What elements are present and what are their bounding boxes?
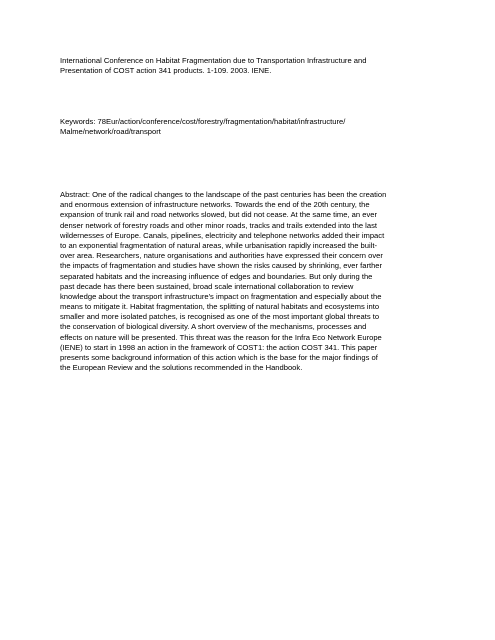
abstract-line: the conservation of biological diversity. A short overview of the mechanisms, processes and: [60, 322, 367, 332]
abstract-line: and enormous extension of infrastructure networks. Towards the end of the 20th century, the: [60, 200, 370, 210]
reference-line: International Conference on Habitat Fragmentation due to Transportation Infrastructure and: [60, 56, 367, 65]
abstract-line: knowledge about the transport infrastructure's impact on fragmentation and especially about the: [60, 291, 382, 301]
reference-line: Presentation of COST action 341 products. 1-109. 2003. IENE.: [60, 66, 272, 76]
abstract-line: (IENE) to start in 1998 an action in the framework of COST1: the action COST 341. This paper: [60, 342, 378, 352]
abstract-line: smaller and more isolated patches, is recognised as one of the most important global threats to: [60, 312, 380, 322]
abstract-line: Abstract: One of the radical changes to the landscape of the past centuries has been the creation: [60, 190, 387, 199]
abstract-line: past decade has there been sustained, broad scale international collaboration to review: [60, 281, 354, 291]
abstract-line: effects on nature will be presented. This threat was the reason for the Infra Eco Network Europe: [60, 332, 382, 342]
keywords-line: Malme/network/road/transport: [60, 127, 161, 137]
abstract-line: expansion of trunk rail and road networks slowed, but did not cease. At the same time, an ever: [60, 210, 378, 220]
keywords-line: Keywords: 78Eur/action/conference/cost/forestry/fragmentation/habitat/infrastructure/: [60, 117, 346, 126]
abstract-line: presents some background information of this action which is the base for the major findings of: [60, 353, 378, 362]
abstract-line: denser network of forestry roads and other minor roads, tracks and trails extended into the last: [60, 220, 377, 230]
abstract-line: over area. Researchers, nature organisations and authorities have expressed their concern over: [60, 251, 383, 261]
keywords-text: [60, 117, 440, 137]
abstract-line: the European Review and the solutions recommended in the Handbook.: [60, 363, 303, 373]
abstract-line: means to mitigate it. Habitat fragmentation, the splitting of natural habitats and ecosystems into: [60, 302, 380, 312]
abstract-line: the impacts of fragmentation and studies have shown the risks caused by shrinking, ever farther: [60, 261, 383, 271]
abstract-line: to an exponential fragmentation of natural areas, while urbanisation rapidly increased the built-: [60, 240, 378, 250]
abstract-line: wildernesses of Europe. Canals, pipelines, electricity and telephone networks added their impact: [60, 230, 385, 240]
abstract-line: separated habitats and the increasing influence of edges and boundaries. But only during the: [60, 271, 373, 281]
abstract-text: [60, 190, 440, 373]
reference-text: [60, 56, 440, 76]
